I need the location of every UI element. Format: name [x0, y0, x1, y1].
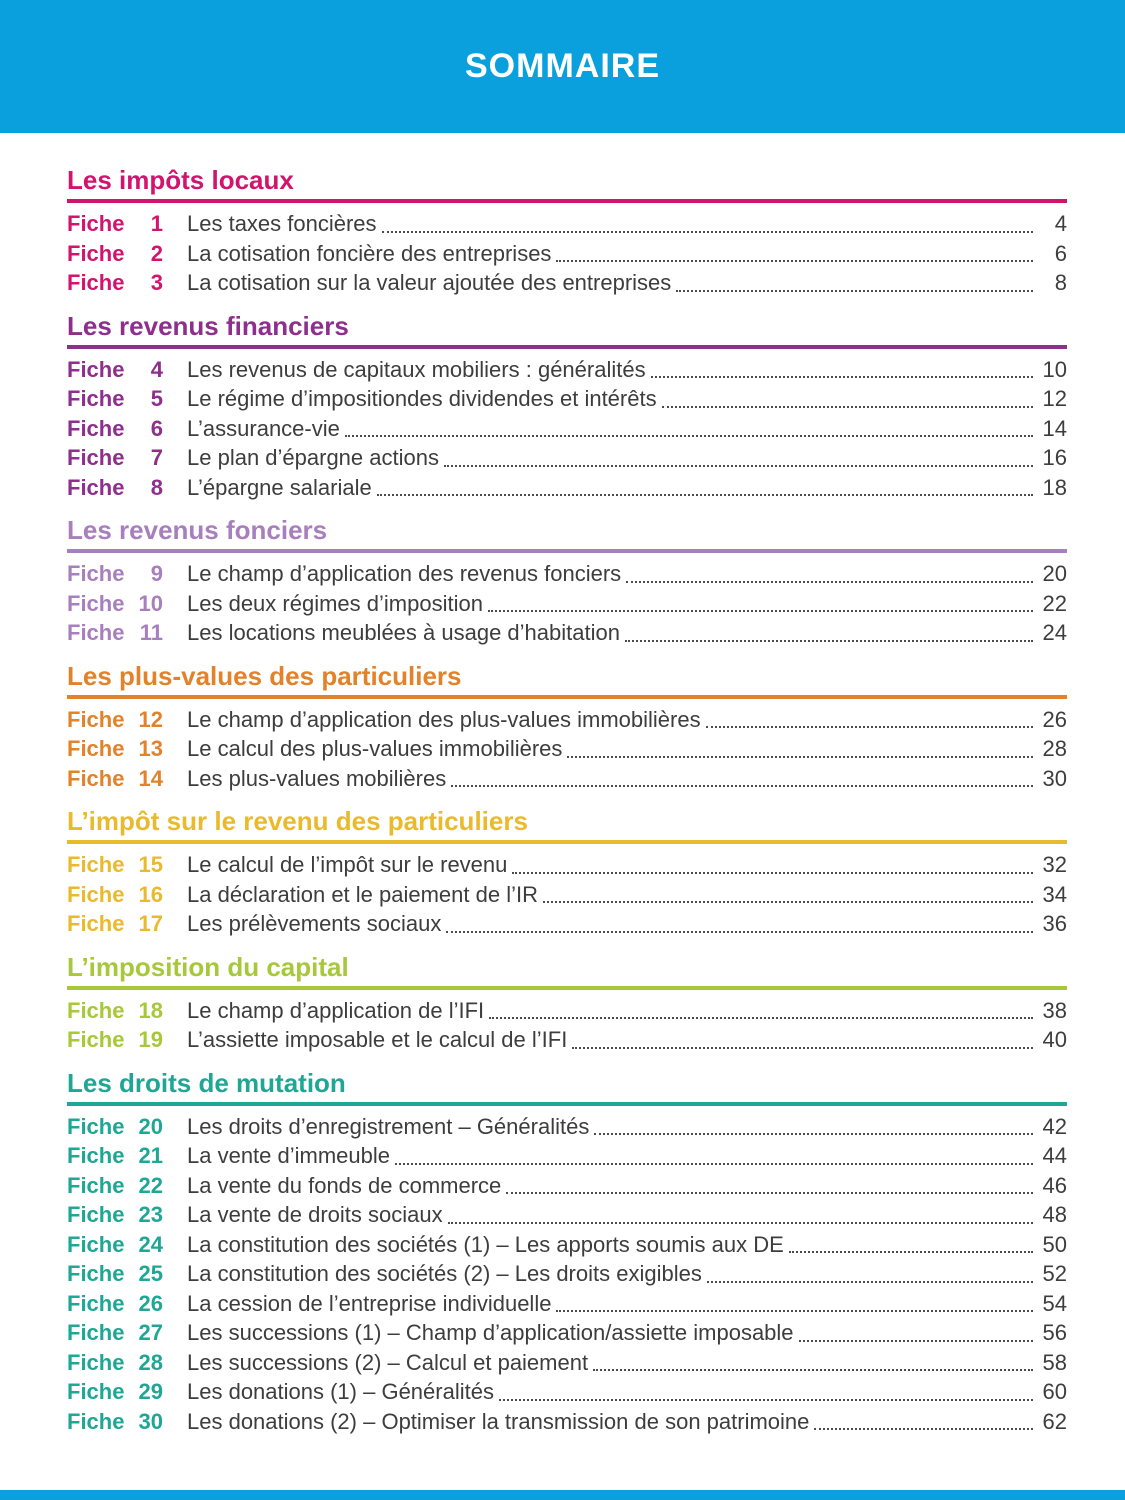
toc-entry[interactable]: [67, 1318, 1067, 1348]
page-number: 34: [1042, 881, 1067, 907]
dot-leader: [345, 435, 1033, 437]
dot-leader: [799, 1340, 1033, 1342]
fiche-number: 19: [138, 1027, 163, 1052]
toc-entry[interactable]: [67, 1171, 1067, 1201]
dot-leader: [451, 785, 1033, 787]
toc-entry[interactable]: [67, 734, 1067, 764]
fiche-word: Fiche: [67, 1379, 125, 1404]
toc-entry[interactable]: [67, 1112, 1067, 1142]
fiche-label-group: [67, 1230, 163, 1260]
entry-title: L’épargne salariale: [187, 474, 372, 500]
fiche-number: 11: [139, 620, 163, 645]
fiche-label-group: [67, 850, 163, 880]
toc-section: [67, 661, 1067, 794]
dot-leader: [448, 1222, 1033, 1224]
fiche-label-group: [67, 1141, 163, 1171]
page-number: 22: [1042, 590, 1067, 616]
fiche-word: Fiche: [67, 270, 125, 295]
toc-entry[interactable]: [67, 559, 1067, 589]
fiche-number: 21: [138, 1143, 163, 1168]
fiche-number: 23: [138, 1202, 163, 1227]
toc-entry[interactable]: [67, 1025, 1067, 1055]
toc-entry[interactable]: [67, 909, 1067, 939]
section-title: L’impôt sur le revenu des particuliers: [67, 806, 1067, 844]
fiche-word: Fiche: [67, 1143, 125, 1168]
section-title: Les plus-values des particuliers: [67, 661, 1067, 699]
footer-bar: [0, 1490, 1125, 1500]
fiche-word: Fiche: [67, 706, 125, 732]
toc-entry[interactable]: [67, 473, 1067, 503]
page-number: 18: [1042, 474, 1067, 500]
dot-leader: [707, 1281, 1033, 1283]
fiche-word: Fiche: [67, 765, 125, 791]
fiche-word: Fiche: [67, 211, 125, 236]
toc-entry[interactable]: [67, 384, 1067, 414]
fiche-number: 15: [138, 852, 163, 877]
dot-leader: [789, 1251, 1033, 1253]
toc-section: [67, 806, 1067, 939]
fiche-label-group: [67, 734, 163, 764]
dot-leader: [489, 1017, 1033, 1019]
fiche-number: 10: [138, 590, 163, 616]
entry-title: La cession de l’entreprise individuelle: [187, 1290, 552, 1316]
page-number: 40: [1042, 1027, 1067, 1052]
page-number: 58: [1042, 1349, 1067, 1375]
dot-leader: [444, 465, 1033, 467]
fiche-number: 17: [138, 911, 163, 936]
fiche-number: 16: [138, 881, 163, 907]
page-number: 38: [1042, 997, 1067, 1023]
page-number: 20: [1042, 561, 1067, 586]
section-rows: [67, 355, 1067, 503]
fiche-label-group: [67, 1171, 163, 1201]
section-title: Les impôts locaux: [67, 165, 1067, 203]
page-number: 24: [1042, 620, 1067, 645]
fiche-word: Fiche: [67, 561, 125, 586]
fiche-word: Fiche: [67, 1202, 125, 1227]
fiche-word: Fiche: [67, 590, 125, 616]
fiche-word: Fiche: [67, 1320, 125, 1345]
entry-title: Les taxes foncières: [187, 211, 377, 236]
fiche-number: 7: [150, 445, 163, 470]
entry-title: Le champ d’application des revenus fonciers: [187, 561, 622, 586]
dot-leader: [488, 610, 1033, 612]
entry-title: Les donations (1) – Généralités: [187, 1379, 494, 1404]
fiche-word: Fiche: [67, 997, 125, 1023]
fiche-word: Fiche: [67, 1172, 125, 1198]
fiche-label-group: [67, 1377, 163, 1407]
fiche-word: Fiche: [67, 1349, 125, 1375]
dot-leader: [506, 1192, 1033, 1194]
toc-entry[interactable]: [67, 764, 1067, 794]
dot-leader: [625, 640, 1033, 642]
fiche-number: 30: [138, 1408, 163, 1434]
entry-title: Les revenus de capitaux mobiliers : généralités: [187, 356, 646, 382]
entry-title: Le champ d’application de l’IFI: [187, 997, 485, 1023]
entry-title: Les successions (2) – Calcul et paiement: [187, 1349, 589, 1375]
toc-section: [67, 311, 1067, 503]
toc-section: [67, 1068, 1067, 1437]
toc-entry[interactable]: [67, 996, 1067, 1026]
entry-title: Le calcul des plus-values immobilières: [187, 736, 563, 761]
entry-title: Le plan d’épargne actions: [187, 445, 439, 470]
entry-title: Les donations (2) – Optimiser la transmission de son patrimoine: [187, 1408, 810, 1434]
dot-leader: [662, 406, 1033, 408]
entry-title: Les droits d’enregistrement – Généralités: [187, 1113, 590, 1139]
fiche-number: 18: [138, 997, 163, 1023]
toc-entry[interactable]: [67, 355, 1067, 385]
section-title: Les revenus fonciers: [67, 515, 1067, 553]
dot-leader: [543, 901, 1033, 903]
fiche-number: 25: [138, 1261, 163, 1286]
entry-title: Le champ d’application des plus-values immobilières: [187, 706, 701, 732]
fiche-number: 9: [150, 561, 163, 586]
toc-section: [67, 515, 1067, 648]
fiche-label-group: [67, 589, 163, 619]
table-of-contents: [0, 133, 1125, 1436]
fiche-word: Fiche: [67, 445, 125, 470]
dot-leader: [512, 872, 1033, 874]
dot-leader: [706, 726, 1033, 728]
fiche-label-group: [67, 239, 163, 269]
page-number: 52: [1042, 1261, 1067, 1286]
fiche-number: 5: [150, 386, 163, 411]
page-number: 32: [1042, 852, 1067, 877]
page-number: 36: [1042, 911, 1067, 936]
toc-entry[interactable]: [67, 1348, 1067, 1378]
fiche-label-group: [67, 996, 163, 1026]
fiche-label-group: [67, 1407, 163, 1437]
dot-leader: [446, 931, 1033, 933]
page-number: 44: [1042, 1143, 1067, 1168]
entry-title: Les plus-values mobilières: [187, 765, 447, 791]
fiche-word: Fiche: [67, 736, 125, 761]
page-number: 8: [1054, 270, 1067, 295]
dot-leader: [556, 260, 1033, 262]
fiche-word: Fiche: [67, 240, 125, 266]
fiche-label-group: [67, 764, 163, 794]
toc-entry[interactable]: [67, 1259, 1067, 1289]
fiche-number: 28: [138, 1349, 163, 1375]
section-rows: [67, 705, 1067, 794]
fiche-word: Fiche: [67, 911, 125, 936]
page-number: 60: [1042, 1379, 1067, 1404]
entry-title: L’assiette imposable et le calcul de l’IFI: [187, 1027, 568, 1052]
entry-title: La constitution des sociétés (2) – Les droits exigibles: [187, 1261, 702, 1286]
page-number: 56: [1042, 1320, 1067, 1345]
entry-title: Les prélèvements sociaux: [187, 911, 442, 936]
fiche-number: 2: [150, 240, 163, 266]
section-title: Les droits de mutation: [67, 1068, 1067, 1106]
toc-entry[interactable]: [67, 1407, 1067, 1437]
entry-title: La cotisation foncière des entreprises: [187, 240, 552, 266]
page-number: 16: [1042, 445, 1067, 470]
dot-leader: [377, 494, 1033, 496]
dot-leader: [626, 581, 1033, 583]
page-number: 30: [1042, 765, 1067, 791]
fiche-label-group: [67, 1112, 163, 1142]
toc-entry[interactable]: [67, 705, 1067, 735]
fiche-label-group: [67, 355, 163, 385]
dot-leader: [499, 1399, 1033, 1401]
fiche-number: 22: [138, 1172, 163, 1198]
section-rows: [67, 559, 1067, 648]
toc-entry[interactable]: [67, 618, 1067, 648]
fiche-label-group: [67, 1200, 163, 1230]
dot-leader: [395, 1163, 1033, 1165]
fiche-word: Fiche: [67, 1261, 125, 1286]
fiche-label-group: [67, 209, 163, 239]
entry-title: Le calcul de l’impôt sur le revenu: [187, 852, 508, 877]
page-number: 26: [1042, 706, 1067, 732]
toc-entry[interactable]: [67, 414, 1067, 444]
section-rows: [67, 996, 1067, 1055]
toc-entry[interactable]: [67, 1230, 1067, 1260]
entry-title: Les successions (1) – Champ d’application/assiette imposable: [187, 1320, 794, 1345]
fiche-word: Fiche: [67, 356, 125, 382]
toc-entry[interactable]: [67, 1377, 1067, 1407]
fiche-label-group: [67, 473, 163, 503]
fiche-label-group: [67, 1289, 163, 1319]
page-title: SOMMAIRE: [465, 47, 660, 85]
page-number: 28: [1042, 736, 1067, 761]
entry-title: Les deux régimes d’imposition: [187, 590, 483, 616]
fiche-number: 4: [150, 356, 163, 382]
dot-leader: [556, 1310, 1033, 1312]
fiche-label-group: [67, 443, 163, 473]
fiche-number: 26: [138, 1290, 163, 1316]
entry-title: La déclaration et le paiement de l’IR: [187, 881, 538, 907]
toc-entry[interactable]: [67, 268, 1067, 298]
entry-title: La vente de droits sociaux: [187, 1202, 443, 1227]
fiche-word: Fiche: [67, 474, 125, 500]
toc-entry[interactable]: [67, 443, 1067, 473]
fiche-label-group: [67, 705, 163, 735]
toc-entry[interactable]: [67, 1289, 1067, 1319]
fiche-word: Fiche: [67, 852, 125, 877]
dot-leader: [567, 756, 1033, 758]
fiche-number: 20: [138, 1113, 163, 1139]
entry-title: La constitution des sociétés (1) – Les apports soumis aux DE: [187, 1231, 784, 1257]
entry-title: La vente d’immeuble: [187, 1143, 391, 1168]
dot-leader: [594, 1133, 1033, 1135]
fiche-number: 8: [150, 474, 163, 500]
page-number: 12: [1042, 386, 1067, 411]
fiche-number: 24: [138, 1231, 163, 1257]
dot-leader: [572, 1047, 1033, 1049]
toc-entry[interactable]: [67, 209, 1067, 239]
entry-title: La vente du fonds de commerce: [187, 1172, 502, 1198]
fiche-word: Fiche: [67, 620, 125, 645]
dot-leader: [676, 290, 1033, 292]
toc-section: [67, 165, 1067, 298]
toc-entry[interactable]: [67, 239, 1067, 269]
fiche-number: 1: [150, 211, 163, 236]
toc-entry[interactable]: [67, 1141, 1067, 1171]
toc-entry[interactable]: [67, 589, 1067, 619]
page-header: [0, 0, 1125, 133]
fiche-word: Fiche: [67, 1290, 125, 1316]
dot-leader: [814, 1428, 1033, 1430]
dot-leader: [651, 376, 1033, 378]
fiche-label-group: [67, 559, 163, 589]
fiche-number: 27: [138, 1320, 163, 1345]
page-number: 50: [1042, 1231, 1067, 1257]
page-number: 48: [1042, 1202, 1067, 1227]
entry-title: Les locations meublées à usage d’habitation: [187, 620, 620, 645]
toc-entry[interactable]: [67, 1200, 1067, 1230]
section-rows: [67, 209, 1067, 298]
page-number: 54: [1042, 1290, 1067, 1316]
fiche-number: 12: [138, 706, 163, 732]
fiche-label-group: [67, 268, 163, 298]
fiche-word: Fiche: [67, 386, 125, 411]
entry-title: L’assurance-vie: [187, 415, 340, 441]
fiche-word: Fiche: [67, 1408, 125, 1434]
page-number: 62: [1042, 1408, 1067, 1434]
fiche-label-group: [67, 909, 163, 939]
fiche-word: Fiche: [67, 1231, 125, 1257]
fiche-label-group: [67, 1259, 163, 1289]
page-number: 10: [1042, 356, 1067, 382]
fiche-label-group: [67, 414, 163, 444]
fiche-word: Fiche: [67, 1027, 125, 1052]
fiche-number: 6: [150, 415, 163, 441]
fiche-word: Fiche: [67, 881, 125, 907]
fiche-label-group: [67, 384, 163, 414]
fiche-number: 3: [150, 270, 163, 295]
section-title: Les revenus financiers: [67, 311, 1067, 349]
fiche-number: 29: [138, 1379, 163, 1404]
page-number: 46: [1042, 1172, 1067, 1198]
entry-title: La cotisation sur la valeur ajoutée des entreprises: [187, 270, 672, 295]
page-number: 42: [1042, 1113, 1067, 1139]
page-number: 6: [1054, 240, 1067, 266]
fiche-word: Fiche: [67, 415, 125, 441]
toc-entry[interactable]: [67, 850, 1067, 880]
section-title: L’imposition du capital: [67, 952, 1067, 990]
fiche-number: 13: [138, 736, 163, 761]
fiche-label-group: [67, 618, 163, 648]
fiche-word: Fiche: [67, 1113, 125, 1139]
fiche-label-group: [67, 1318, 163, 1348]
dot-leader: [593, 1369, 1033, 1371]
fiche-number: 14: [138, 765, 163, 791]
page-number: 4: [1054, 211, 1067, 236]
section-rows: [67, 850, 1067, 939]
page-number: 14: [1042, 415, 1067, 441]
fiche-label-group: [67, 880, 163, 910]
dot-leader: [382, 231, 1033, 233]
toc-entry[interactable]: [67, 880, 1067, 910]
section-rows: [67, 1112, 1067, 1437]
entry-title: Le régime d’impositiondes dividendes et intérêts: [187, 386, 657, 411]
fiche-label-group: [67, 1348, 163, 1378]
fiche-label-group: [67, 1025, 163, 1055]
toc-section: [67, 952, 1067, 1055]
